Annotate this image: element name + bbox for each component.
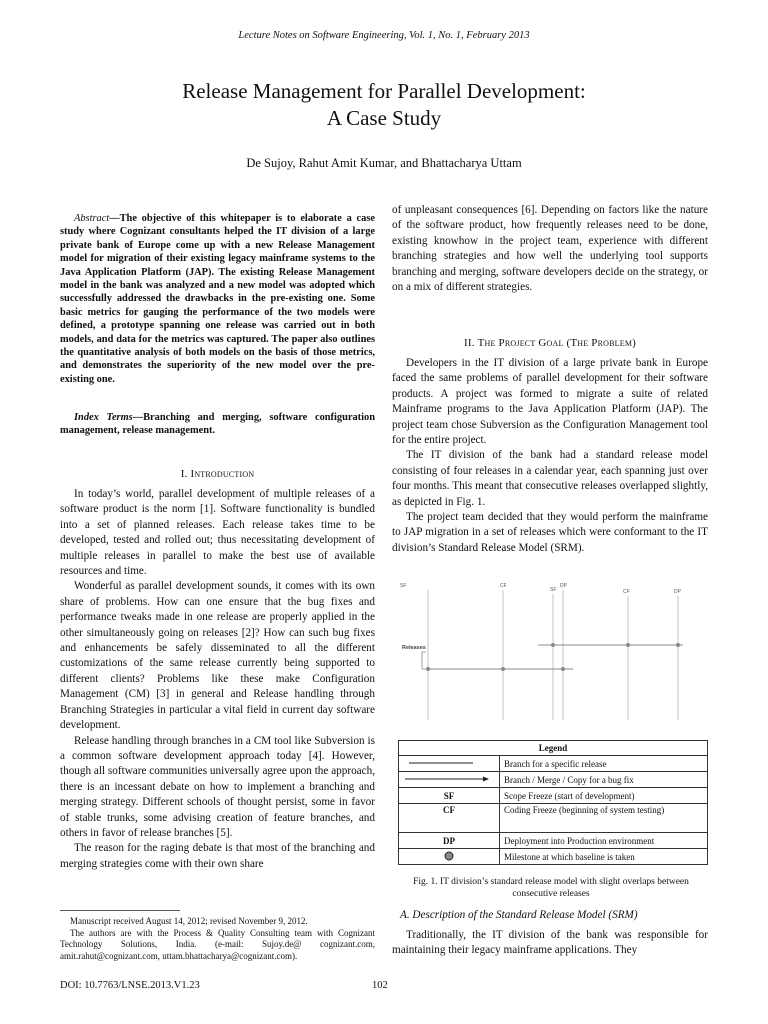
legend-description: Scope Freeze (start of development) xyxy=(500,788,708,804)
milestone-label-sf-1: SF xyxy=(400,583,407,589)
page-number: 102 xyxy=(372,980,388,991)
intro-paragraph-1: In today’s world, parallel development of multiple releases of a software product is the norm [1]. Software functionality is bundled into a set of planned releases. Each release takes time to be developed, tested and rolled out; thus necessitating development of multiple releases in parallel to make the best use of available resources and time. xyxy=(60,488,375,578)
footnote-paragraph-2: The authors are with the Process & Quality Consulting team with Cognizant Technology Solutions, India. (e-mail: Sujoy.de@ cognizant.com, amit.rahut@cognizant.com, uttam.bhattacharya@cognizant.com). xyxy=(60,927,375,961)
legend-description: Coding Freeze (beginning of system testing) xyxy=(500,804,708,833)
arrow-line-icon xyxy=(403,775,491,783)
legend-row xyxy=(399,772,708,788)
index-terms-label: Index Terms xyxy=(74,412,133,423)
section-2-number: II. xyxy=(463,337,475,349)
release-model-figure xyxy=(398,580,710,732)
legend-header-row xyxy=(399,741,708,756)
subsection-a-paragraph-1: Traditionally, the IT division of the bank was responsible for maintaining their legacy mainframe applications. They xyxy=(392,929,708,957)
legend-title: Legend xyxy=(399,741,708,756)
authors: De Sujoy, Rahut Amit Kumar, and Bhattacharya Uttam xyxy=(246,156,522,170)
section-2-paragraph-2: The IT division of the bank had a standard release model consisting of four releases in a calendar year, each spanning just over four months. This meant that consecutive releases overlapped slightly, as depicted in Fig. 1. xyxy=(392,449,708,508)
legend-symbol-cell: DP xyxy=(399,833,500,849)
section-2-body xyxy=(392,356,708,556)
milestone-label-sf-2: SF xyxy=(550,587,557,593)
journal-header: Lecture Notes on Software Engineering, Vol. 1, No. 1, February 2013 xyxy=(238,30,530,41)
legend-row xyxy=(399,833,708,849)
title-line-2: A Case Study xyxy=(326,106,442,130)
legend-row xyxy=(399,804,708,833)
title-line-1: Release Management for Parallel Development: xyxy=(182,79,586,103)
section-2-title: The Project Goal (The Problem) xyxy=(477,337,637,349)
intro-paragraph-3: Release handling through branches in a CM tool like Subversion is a common software development approach today [4]. However, though all software communities universally agree upon the approach, there is an incessant debate on how to implement a branching and merging strategy. Different schools of thought persist, some in favor of stable trunks, some advising creation of feature branches, and others in favor of release branches [5]. xyxy=(60,734,375,839)
legend-table xyxy=(398,740,708,865)
milestone-label-cf-2: CF xyxy=(623,589,630,595)
footnote xyxy=(60,916,375,962)
milestone-label-cf-1: CF xyxy=(500,583,507,589)
legend-row xyxy=(399,849,708,865)
milestone-dot-dp-2 xyxy=(676,643,680,647)
legend-symbol-cell xyxy=(399,849,500,865)
section-1-number: I. xyxy=(180,468,188,480)
milestone-dot-dp-1 xyxy=(561,667,565,671)
legend-symbol-cell: CF xyxy=(399,804,500,833)
milestone-dot-cf-1 xyxy=(501,667,505,671)
legend-description: Milestone at which baseline is taken xyxy=(500,849,708,865)
milestone-label-dp-1: DP xyxy=(560,583,567,589)
section-2-heading xyxy=(392,337,708,349)
milestone-dot-sf-1 xyxy=(426,667,430,671)
legend-description: Deployment into Production environment xyxy=(500,833,708,849)
caption-line-2: consecutive releases xyxy=(512,889,590,899)
index-terms-text: —Branching and merging, software configuration management, release management. xyxy=(60,412,375,437)
milestone-dot-sf-2 xyxy=(551,643,555,647)
release-bracket xyxy=(422,652,426,669)
section-2-paragraph-3: The project team decided that they would perform the mainframe to JAP migration in a set of releases which were conformant to the IT division’s Standard Release Model (SRM). xyxy=(392,511,708,554)
abstract-text: —The objective of this whitepaper is to elaborate a case study where Cognizant consultants helped the IT division of a large private bank of Europe come up with a new Release Management model for migration of their existing legacy mainframe systems to the Java Application Platform (JAP). The existing Release Management model in the bank was analyzed and a new model was adopted which successfully addressed the drawbacks in the pre-existing one. Some basic metrics for gauging the performance of the two models were defined, a prototype spanning one release was carried out in both models, and data for the metrics was captured. The paper also outlines the quantitative analysis of both models on the basis of those metrics, and demonstrates the superiority of the new model over the pre-existing one. xyxy=(60,213,375,385)
introduction-body xyxy=(60,487,375,872)
releases-label: Releases xyxy=(402,645,426,651)
section-1-heading xyxy=(60,468,375,480)
legend-description: Branch / Merge / Copy for a bug fix xyxy=(500,772,708,788)
intro-paragraph-2: Wonderful as parallel development sounds, it comes with its own share of problems. How can one ensure that the bug fixes and performance tweaks made in one release are properly applied in the other simultaneously going on releases [2]? How can such bug fixes and enhancements be safely disseminated to all the different customizations of the same release currently being supported to different clients? Problems like these make Configuration Management (CM) [3] in general and Release handling through Branching Strategies in particular a vital field in current day software development. xyxy=(60,580,375,732)
legend-description: Branch for a specific release xyxy=(500,756,708,772)
milestone-label-dp-2: DP xyxy=(674,589,681,595)
index-terms xyxy=(60,411,375,438)
right-column-continuation xyxy=(392,203,708,295)
footnote-paragraph-1: Manuscript received August 14, 2012; revised November 9, 2012. xyxy=(70,916,308,926)
figure-caption xyxy=(392,876,710,900)
footnote-rule xyxy=(60,910,180,911)
abstract-label: Abstract xyxy=(74,213,110,224)
legend-symbol-cell: SF xyxy=(399,788,500,804)
continued-paragraph: of unpleasant consequences [6]. Depending on factors like the nature of the software product, how frequently releases need to be done, existing knowhow in the project team, experience with different branching strategies and how well the underlying tool supports branching and merging, software developers decide on the strategy, or on a mix of different strategies. xyxy=(392,204,708,294)
intro-paragraph-4: The reason for the raging debate is that most of the branching and merging strategies come with their own share xyxy=(60,842,375,870)
section-1-title: Introduction xyxy=(190,468,255,480)
caption-line-1: Fig. 1. IT division’s standard release model with slight overlaps between xyxy=(413,877,689,887)
legend-row xyxy=(399,756,708,772)
plain-line-icon xyxy=(403,759,491,767)
subsection-a-body xyxy=(392,928,708,959)
section-2-paragraph-1: Developers in the IT division of a large private bank in Europe faced the same problems of parallel development for their software products. A project was formed to migrate a suite of related Mainframe programs to the Java Application Platform (JAP). The project team chose Subversion as the Configuration Management tool for the entire project. xyxy=(392,357,708,447)
abstract xyxy=(60,212,375,386)
doi: DOI: 10.7763/LNSE.2013.V1.23 xyxy=(60,980,200,991)
subsection-a-heading: A. Description of the Standard Release Model (SRM) xyxy=(400,909,638,921)
legend-symbol-cell xyxy=(399,772,500,788)
milestone-dot-icon xyxy=(443,851,455,861)
legend-row xyxy=(399,788,708,804)
legend-symbol-cell xyxy=(399,756,500,772)
paper-title xyxy=(0,78,768,132)
milestone-dot-cf-2 xyxy=(626,643,630,647)
